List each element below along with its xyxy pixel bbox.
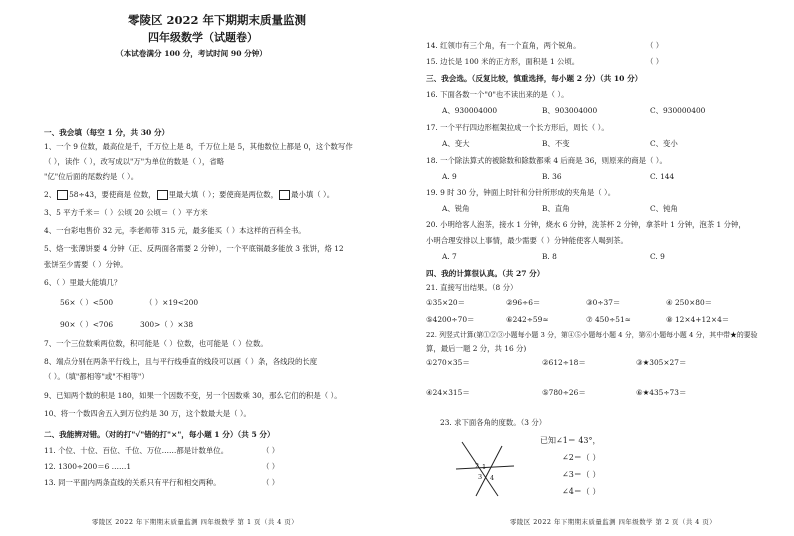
q17-option-c: C、变小: [650, 139, 678, 148]
angle-4-answer: ∠4＝（ ）: [562, 487, 601, 496]
q15-line: 15. 边长是 100 米的正方形，面积是 1 公顷。: [426, 57, 580, 66]
q15-answer: （ ）: [646, 57, 664, 66]
q6-item-2: （ ）×19<200: [145, 298, 199, 307]
q22-line-b: 算，最后一题 2 分，共 16 分): [426, 344, 527, 353]
section-1-heading: 一、我会填（每空 1 分，共 30 分）: [44, 128, 170, 137]
q21-item-5: ⑤4200÷70＝: [426, 315, 475, 324]
q22-item-6: ⑥★435÷73＝: [636, 388, 687, 397]
q5-line-b: 张饼至少需要（ ）分钟。: [44, 260, 128, 269]
angle-label-3: 3: [478, 473, 483, 481]
angle-2-answer: ∠2＝（ ）: [562, 453, 601, 462]
q20-option-a: A. 7: [442, 252, 457, 261]
page-1-footer: 零陵区 2022 年下期期末质量监测 四年级数学 第 1 页（共 4 页）: [92, 518, 299, 526]
q18-option-a: A. 9: [442, 172, 457, 181]
blank-box-3: [279, 190, 290, 200]
q20-option-c: C. 9: [650, 252, 665, 261]
q13-answer: （ ）: [262, 478, 280, 487]
q21-item-7: ⑦ 450÷51≈: [586, 315, 631, 324]
section-3-heading: 三、我会选。（反复比较，慎重选择，每小题 2 分）（共 10 分）: [426, 74, 643, 83]
q2-part-c: 里最大填（ ）；要使商是两位数，: [168, 190, 279, 199]
q19-line: 19. 9 时 30 分，钟面上时针和分针所形成的夹角是（ ）。: [426, 188, 616, 197]
q22-item-1: ①270×35＝: [426, 358, 470, 367]
q12-answer: （ ）: [262, 462, 280, 471]
q17-option-b: B、不变: [542, 139, 570, 148]
q2-part-b: 58÷43，要使商是 位数，: [69, 190, 156, 199]
q21-item-6: ⑥242÷59≈: [506, 315, 549, 324]
q12-line: 12. 1300÷200＝6 ……1: [44, 462, 132, 471]
q17-line: 17. 一个平行四边形框架拉成一个长方形后，周长（ ）。: [426, 123, 609, 132]
q5-line-a: 5、烙一张薄饼要 4 分钟（正、反两面各需要 2 分钟），一个平底锅最多能放 3 张饼，烙 12: [44, 244, 344, 253]
q22-item-4: ④24×315＝: [426, 388, 470, 397]
q18-option-b: B. 36: [542, 172, 562, 181]
q21-item-1: ①35×20＝: [426, 298, 466, 307]
q17-option-a: A、变大: [442, 139, 470, 148]
q20-line-a: 20. 小明给客人泡茶，接水 1 分钟，烧水 6 分钟，洗茶杯 2 分钟，拿茶叶 1 分钟，泡茶 1 分钟，: [426, 220, 746, 229]
q1-line-a: 1、一个 9 位数，最高位是千，千万位上是 8，千万位上是 5，其他数位上都是 0，这个数写作: [44, 142, 353, 151]
q20-option-b: B. 8: [542, 252, 557, 261]
q6-line: 6、（ ）里最大能填几？: [44, 278, 122, 287]
q23-line: 23. 求下面各角的度数。（3 分）: [440, 418, 547, 427]
page-2: [400, 0, 794, 536]
q2-part-d: 最小填（ ）。: [291, 190, 335, 199]
q11-answer: （ ）: [262, 446, 280, 455]
q16-line: 16. 下面各数一个"0"也不读出来的是（ ）。: [426, 90, 569, 99]
page-2-footer: 零陵区 2022 年下期期末质量监测 四年级数学 第 2 页（共 4 页）: [510, 518, 717, 526]
q21-item-3: ③0÷37＝: [586, 298, 621, 307]
q19-option-c: C、钝角: [650, 204, 678, 213]
q18-option-c: C. 144: [650, 172, 675, 181]
q21-item-8: ⑧ 12×4+12×4＝: [666, 315, 730, 324]
exam-note: （本试卷满分 100 分，考试时间 90 分钟）: [116, 49, 267, 58]
q7-line: 7、一个三位数乘两位数，积可能是（ ）位数，也可能是（ ）位数。: [44, 339, 268, 348]
q16-option-c: C、930000400: [650, 106, 706, 115]
q1-line-b: （ ），读作（ ），改写成以"万"为单位的数是（ ），省略: [44, 157, 225, 166]
q16-option-b: B、903004000: [542, 106, 598, 115]
q8-line-b: （ ）。（填"都相等"或"不相等"）: [44, 372, 149, 381]
q19-option-a: A、锐角: [442, 204, 470, 213]
slanted-line-2: [476, 446, 502, 496]
q21-item-4: ④ 250×80＝: [666, 298, 713, 307]
q3-line: 3、5 平方千米＝（ ）公顷 20 公顷＝（ ）平方米: [44, 208, 208, 217]
exam-subtitle: 四年级数学（试题卷）: [148, 31, 258, 44]
q22-item-3: ③★305×27＝: [636, 358, 687, 367]
q19-option-b: B、直角: [542, 204, 570, 213]
q18-line: 18. 一个除法算式的被除数和除数都乘 4 后商是 36，则原来的商是（ ）。: [426, 156, 667, 165]
q22-item-5: ⑤780÷26＝: [542, 388, 586, 397]
q6-item-4: 300>（ ）×38: [140, 320, 194, 329]
q13-line: 13. 同一平面内两条直线的关系只有平行和相交两种。: [44, 478, 221, 487]
q6-item-1: 56×（ ）<500: [60, 298, 114, 307]
q1-line-c: "亿"位后面的尾数约是（ ）。: [44, 172, 139, 181]
angle-3-answer: ∠3＝（ ）: [562, 470, 601, 479]
q10-line: 10、将一个数四舍五入到万位约是 30 万，这个数最大是（ ）。: [44, 409, 251, 418]
q21-line: 21. 直接写出结果。（8 分）: [426, 283, 518, 292]
angle-label-2: 2: [475, 462, 480, 470]
q4-line: 4、一台彩电售价 32 元，李老师带 315 元，最多能买（ ）本这样的百科全书。: [44, 226, 306, 235]
blank-box-1: [57, 190, 68, 200]
angle-1-given: 已知∠1＝ 43°，: [540, 436, 601, 445]
q11-line: 11. 个位、十位、百位、千位、万位……都是计数单位。: [44, 446, 229, 455]
q16-option-a: A、930004000: [442, 106, 498, 115]
q14-line: 14. 红领巾有三个角，有一个直角，两个锐角。: [426, 41, 581, 50]
q9-line: 9、已知两个数的积是 180，如果一个因数不变，另一个因数乘 30，那么它们的积是（ ）。: [44, 391, 342, 400]
angle-label-4: 4: [490, 474, 495, 482]
q14-answer: （ ）: [646, 41, 664, 50]
q22-line-a: 22. 列竖式计算(第①②③小题每小题 3 分，第④⑤小题每小题 4 分，第⑥小题每小题 4 分，其中带★的要验: [426, 331, 758, 339]
angle-label-1: 1: [482, 463, 487, 471]
section-4-heading: 四、我的计算很认真。（共 27 分）: [426, 269, 545, 278]
q6-item-3: 90×（ ）<706: [60, 320, 114, 329]
section-2-heading: 二、我能辨对错。（对的打"√"错的打"×"，每小题 1 分）（共 5 分）: [44, 430, 275, 439]
q2-number: 2、: [44, 190, 57, 199]
q8-line-a: 8、端点分别在两条平行线上，且与平行线垂直的线段可以画（ ）条，各线段的长度: [44, 357, 318, 366]
q21-item-2: ②96÷6＝: [506, 298, 541, 307]
q22-item-2: ②612÷18＝: [542, 358, 586, 367]
q20-line-b: 小明合理安排以上事情，最少需要（ ）分钟能使客人喝到茶。: [426, 236, 628, 245]
exam-title: 零陵区 2022 年下期期末质量监测: [128, 13, 307, 27]
blank-box-2: [157, 190, 168, 200]
q2-line: [44, 190, 334, 200]
